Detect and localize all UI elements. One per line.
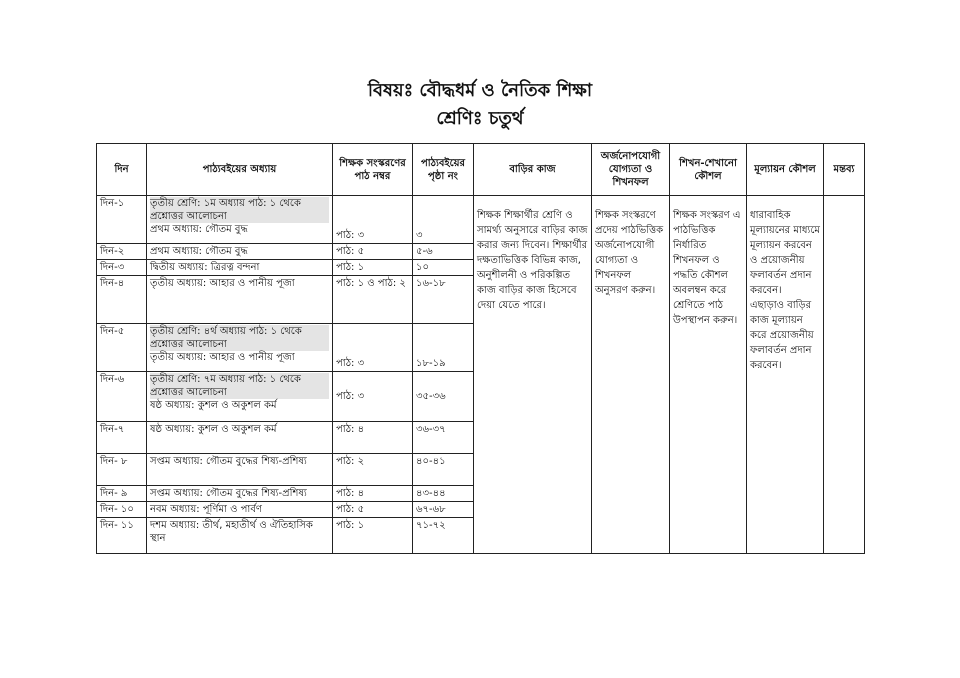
remarks-cell xyxy=(824,196,865,554)
page-cell: ৫-৬ xyxy=(413,244,474,260)
day-cell: দিন-৬ xyxy=(97,372,147,422)
lesson-cell: পাঠ: ৩ xyxy=(333,372,413,422)
day-cell: দিন-৫ xyxy=(97,324,147,372)
page-cell: ৩ xyxy=(413,196,474,244)
page-cell: ৪৩-৪৪ xyxy=(413,486,474,502)
chapter-cell xyxy=(147,196,333,244)
lesson-plan-table xyxy=(96,143,865,554)
header-day: দিন xyxy=(97,144,147,196)
page-subtitle: শ্রেণিঃ চতুর্থ xyxy=(436,108,524,129)
chapter-line: তৃতীয় অধ্যায়: আহার ও পানীয় পূজা xyxy=(150,352,295,363)
chapter-cell: ষষ্ঠ অধ্যায়: কুশল ও অকুশল কর্ম xyxy=(147,422,333,454)
lesson-cell: পাঠ: ৫ xyxy=(333,502,413,518)
header-assessment: মূল্যায়ন কৌশল xyxy=(747,144,824,196)
lesson-cell: পাঠ: ১ ও পাঠ: ২ xyxy=(333,276,413,324)
day-cell: দিন-৭ xyxy=(97,422,147,454)
day-cell: দিন-২ xyxy=(97,244,147,260)
lesson-cell: পাঠ: ২ xyxy=(333,454,413,486)
chapter-cell: দশম অধ্যায়: তীর্থ, মহাতীর্থ ও ঐতিহাসিক স্থান xyxy=(147,518,333,554)
assessment-cell xyxy=(747,196,824,554)
chapter-line: ষষ্ঠ অধ্যায়: কুশল ও অকুশল কর্ম xyxy=(150,400,277,411)
chapter-cell: সপ্তম অধ্যায়: গৌতম বুদ্ধের শিষ্য-প্রশিষ্য xyxy=(147,486,333,502)
table-row xyxy=(97,196,865,244)
chapter-cell: নবম অধ্যায়: পূর্ণিমা ও পার্বণ xyxy=(147,502,333,518)
page-cell: ১৬-১৮ xyxy=(413,276,474,324)
page-cell: ৭১-৭২ xyxy=(413,518,474,554)
chapter-cell: প্রথম অধ্যায়: গৌতম বুদ্ধ xyxy=(147,244,333,260)
header-homework: বাড়ির কাজ xyxy=(474,144,592,196)
page-cell: ৬৭-৬৮ xyxy=(413,502,474,518)
header-page-no: পাঠ্যবইয়ের পৃষ্ঠা নং xyxy=(413,144,474,196)
day-cell: দিন-৪ xyxy=(97,276,147,324)
lesson-cell: পাঠ: ৪ xyxy=(333,486,413,502)
lesson-cell: পাঠ: ৩ xyxy=(333,196,413,244)
page-cell: ১৮-১৯ xyxy=(413,324,474,372)
chapter-line: প্রথম অধ্যায়: গৌতম বুদ্ধ xyxy=(150,224,248,235)
day-cell: দিন- ৯ xyxy=(97,486,147,502)
day-cell: দিন-৩ xyxy=(97,260,147,276)
page-cell: ১০ xyxy=(413,260,474,276)
homework-cell: শিক্ষক শিক্ষার্থীর শ্রেণি ও সামর্থ্য অনুসারে বাড়ির কাজ করার জন্য দিবেন। শিক্ষার্থীর দক্ষতাভিত্তিক বিভিন্ন কাজ, অনুশীলনী ও পরিকল্পিত কাজ বাড়ির কাজ হিসেবে দেয়া যেতে পারে। xyxy=(474,196,592,554)
chapter-cell: সপ্তম অধ্যায়: গৌতম বুদ্ধের শিষ্য-প্রশিষ্য xyxy=(147,454,333,486)
chapter-line: তৃতীয় শ্রেণি: ১ম অধ্যায় পাঠ: ১ থেকে প্রশ্নোত্তর আলোচনা xyxy=(150,197,329,223)
header-remarks: মন্তব্য xyxy=(824,144,865,196)
chapter-line: তৃতীয় শ্রেণি: ৪র্থ অধ্যায় পাঠ: ১ থেকে প্রশ্নোত্তর আলোচনা xyxy=(150,325,329,351)
lesson-cell: পাঠ: ৩ xyxy=(333,324,413,372)
page-cell: ৪০-৪১ xyxy=(413,454,474,486)
day-cell: দিন-১ xyxy=(97,196,147,244)
assessment-paragraph: এছাড়াও বাড়ির কাজ মূল্যায়ন করে প্রয়োজনীয় ফলাবর্তন প্রদান করবেন। xyxy=(750,300,814,371)
header-method: শিখন-শেখানো কৌশল xyxy=(670,144,747,196)
page-cell: ৩৫-৩৬ xyxy=(413,372,474,422)
lesson-cell: পাঠ: ১ xyxy=(333,260,413,276)
chapter-cell: তৃতীয় অধ্যায়: আহার ও পানীয় পূজা xyxy=(147,276,333,324)
assessment-paragraph: ধারাবাহিক মূল্যায়নের মাধ্যমে মূল্যায়ন করবেন ও প্রয়োজনীয় ফলাবর্তন প্রদান করবেন। xyxy=(750,210,820,296)
header-outcome: অর্জনোপযোগী যোগ্যতা ও শিখনফল xyxy=(592,144,670,196)
lesson-cell: পাঠ: ১ xyxy=(333,518,413,554)
chapter-cell xyxy=(147,372,333,422)
chapter-line: তৃতীয় শ্রেণি: ৭ম অধ্যায় পাঠ: ১ থেকে প্রশ্নোত্তর আলোচনা xyxy=(150,373,329,399)
method-cell: শিক্ষক সংস্করণ এ পাঠভিত্তিক নির্ধারিত শিখনফল ও পদ্ধতি কৌশল অবলম্বন করে শ্রেণিতে পাঠ উপস্থাপন করুন। xyxy=(670,196,747,554)
chapter-cell xyxy=(147,324,333,372)
outcome-cell: শিক্ষক সংস্করণে প্রদেয় পাঠভিত্তিক অর্জনোপযোগী যোগ্যতা ও শিখনফল অনুসরণ করুন। xyxy=(592,196,670,554)
day-cell: দিন- ১১ xyxy=(97,518,147,554)
day-cell: দিন- ১০ xyxy=(97,502,147,518)
chapter-cell: দ্বিতীয় অধ্যায়: ত্রিরত্ন বন্দনা xyxy=(147,260,333,276)
header-chapter: পাঠ্যবইয়ের অধ্যায় xyxy=(147,144,333,196)
lesson-cell: পাঠ: ৫ xyxy=(333,244,413,260)
lesson-cell: পাঠ: ৪ xyxy=(333,422,413,454)
header-lesson-no: শিক্ষক সংস্করণের পাঠ নম্বর xyxy=(333,144,413,196)
page-title: বিষয়ঃ বৌদ্ধধর্ম ও নৈতিক শিক্ষা xyxy=(367,80,593,101)
header-row xyxy=(97,144,865,196)
page-cell: ৩৬-৩৭ xyxy=(413,422,474,454)
day-cell: দিন- ৮ xyxy=(97,454,147,486)
